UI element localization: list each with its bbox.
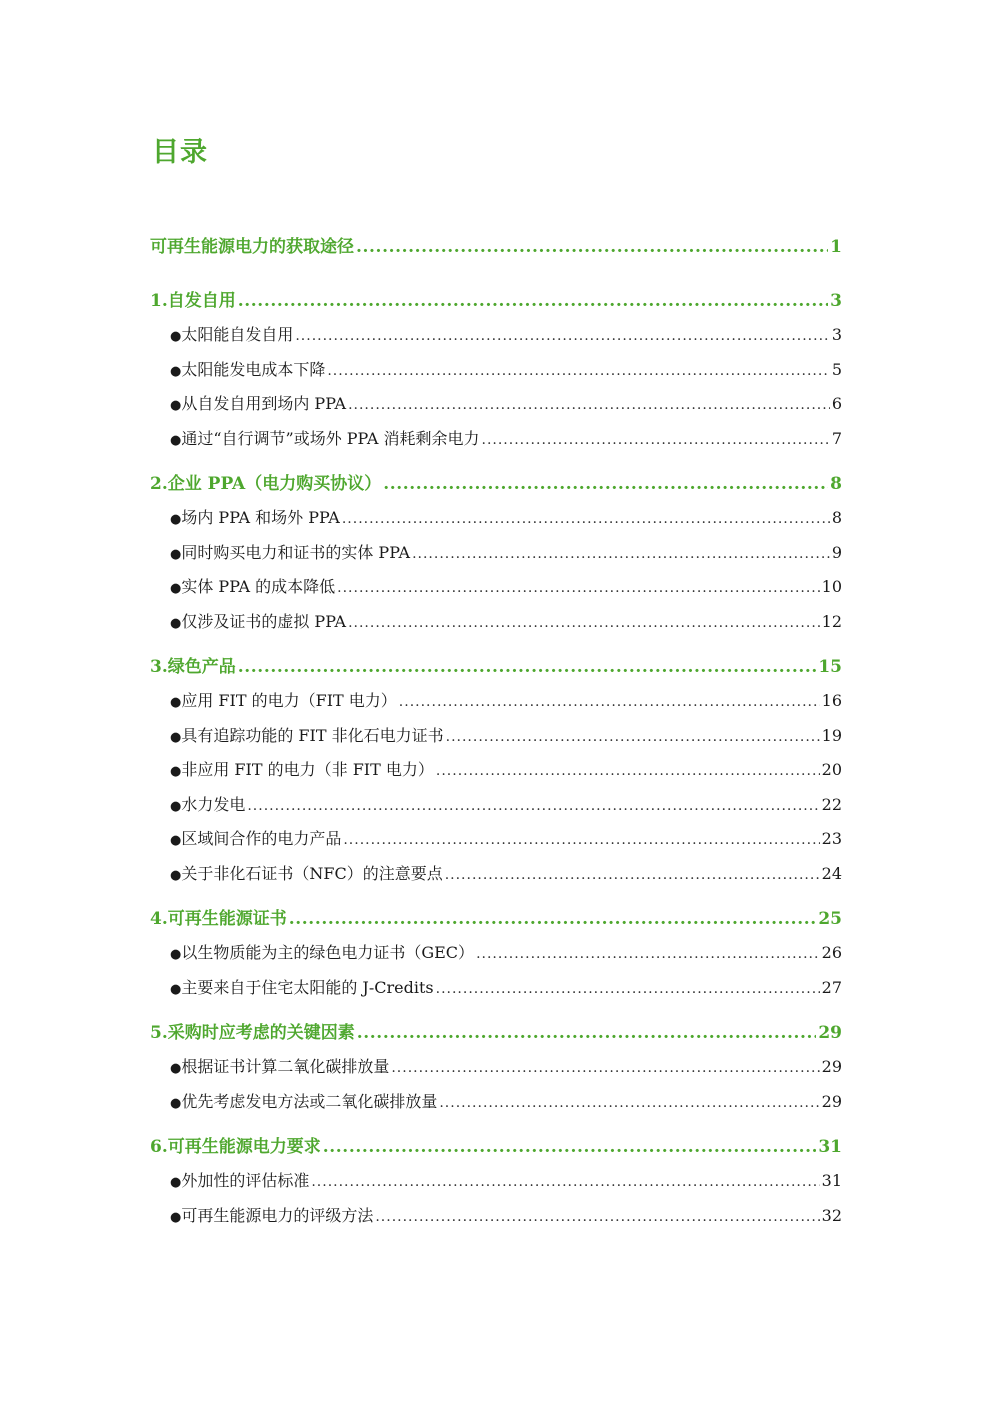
toc-item[interactable]	[150, 1164, 842, 1199]
toc-page-number: 8	[831, 508, 842, 527]
toc-item[interactable]	[150, 719, 842, 754]
toc-page-number: 23	[821, 829, 842, 848]
bullet-icon: ●	[170, 1209, 182, 1225]
toc-entry-label: 可再生能源电力的获取途径	[150, 237, 354, 257]
toc-page-number: 26	[821, 943, 842, 962]
leader-dots	[357, 1016, 817, 1050]
table-of-contents	[150, 230, 842, 1233]
section-number: 1.	[150, 291, 168, 311]
leader-dots	[327, 353, 829, 389]
toc-item[interactable]	[150, 1199, 842, 1234]
toc-page-number: 8	[830, 474, 842, 494]
toc-heading[interactable]	[150, 467, 842, 501]
bullet-icon: ●	[170, 867, 182, 883]
leader-dots	[399, 684, 820, 720]
leader-dots	[323, 1130, 817, 1164]
leader-dots	[247, 788, 819, 824]
toc-entry-label: 以生物质能为主的绿色电力证书（GEC）	[181, 943, 475, 962]
toc-entry-label: 企业 PPA（电力购买协议）	[167, 474, 382, 494]
toc-page-number: 12	[821, 611, 842, 631]
toc-item[interactable]	[150, 605, 842, 640]
toc-page-number: 10	[821, 577, 842, 596]
toc-entry-label: 场内 PPA 和场外 PPA	[181, 508, 340, 527]
toc-item[interactable]	[150, 753, 842, 788]
toc-page-number: 24	[821, 863, 842, 883]
toc-page-number: 31	[818, 1137, 842, 1157]
section-number: 6.	[150, 1137, 168, 1157]
leader-dots	[445, 857, 820, 893]
bullet-icon: ●	[170, 947, 182, 962]
toc-item[interactable]	[150, 422, 842, 457]
toc-entry-label: 同时购买电力和证书的实体 PPA	[181, 542, 411, 562]
toc-entry-label: 外加性的评估标准	[181, 1171, 310, 1190]
bullet-icon: ●	[170, 546, 182, 562]
toc-heading[interactable]	[150, 1016, 842, 1050]
bullet-icon: ●	[170, 512, 182, 527]
bullet-icon: ●	[170, 329, 182, 344]
toc-entry-label: 关于非化石证书（NFC）的注意要点	[181, 863, 443, 883]
leader-dots	[238, 284, 828, 318]
leader-dots	[412, 536, 830, 572]
toc-entry-label: 绿色产品	[167, 657, 236, 677]
toc-entry-label: 可再生能源电力的评级方法	[181, 1205, 374, 1225]
toc-entry-label: 通过“自行调节”或场外 PPA 消耗剩余电力	[181, 428, 480, 448]
leader-dots	[343, 822, 819, 858]
bullet-icon: ●	[170, 695, 182, 710]
toc-item[interactable]	[150, 971, 842, 1006]
toc-entry-label: 主要来自于住宅太阳能的 J-Credits	[181, 977, 434, 997]
leader-dots	[342, 501, 830, 537]
toc-entry-label: 区域间合作的电力产品	[181, 829, 342, 848]
toc-entry-label: 仅涉及证书的虚拟 PPA	[181, 611, 347, 631]
section-number: 5.	[150, 1023, 168, 1043]
leader-dots	[356, 230, 828, 264]
leader-dots	[482, 422, 830, 458]
toc-heading[interactable]	[150, 1130, 842, 1164]
toc-page-number: 15	[818, 657, 842, 677]
bullet-icon: ●	[170, 432, 182, 448]
toc-item[interactable]	[150, 536, 842, 571]
leader-dots	[238, 650, 817, 684]
toc-page-number: 31	[821, 1171, 842, 1190]
toc-item[interactable]	[150, 788, 842, 823]
toc-entry-label: 根据证书计算二氧化碳排放量	[181, 1057, 390, 1076]
toc-entry-label: 优先考虑发电方法或二氧化碳排放量	[181, 1091, 438, 1111]
toc-page-number: 29	[818, 1023, 842, 1043]
toc-item[interactable]	[150, 387, 842, 422]
toc-page-number: 16	[821, 691, 842, 710]
bullet-icon: ●	[170, 1095, 182, 1111]
section-number: 4.	[150, 909, 168, 929]
toc-page-number: 9	[831, 542, 842, 562]
leader-dots	[337, 570, 820, 606]
toc-page-number: 29	[821, 1057, 842, 1076]
page-title: 目录	[152, 137, 208, 168]
toc-item[interactable]	[150, 353, 842, 388]
leader-dots	[295, 318, 829, 354]
toc-item[interactable]	[150, 501, 842, 536]
toc-entry-label: 太阳能自发自用	[181, 325, 294, 344]
toc-item[interactable]	[150, 936, 842, 971]
leader-dots	[436, 971, 820, 1007]
toc-heading[interactable]	[150, 284, 842, 318]
toc-page-number: 27	[821, 977, 842, 997]
toc-page-number: 1	[830, 237, 842, 257]
toc-item[interactable]	[150, 822, 842, 857]
toc-section-1	[150, 284, 842, 456]
toc-heading[interactable]	[150, 902, 842, 936]
toc-entry-label: 应用 FIT 的电力（FIT 电力）	[181, 691, 397, 710]
leader-dots	[476, 936, 820, 972]
bullet-icon: ●	[170, 581, 182, 596]
toc-item[interactable]	[150, 570, 842, 605]
leader-dots	[375, 1199, 819, 1235]
toc-section-3	[150, 650, 842, 891]
leader-dots	[311, 1164, 819, 1200]
toc-entry-label: 自发自用	[167, 291, 236, 311]
section-number: 2.	[150, 474, 168, 494]
toc-entry-label: 水力发电	[181, 794, 246, 814]
bullet-icon: ●	[170, 981, 182, 997]
bullet-icon: ●	[170, 798, 182, 814]
toc-section-6	[150, 1130, 842, 1233]
section-number: 3.	[150, 657, 168, 677]
leader-dots	[391, 1050, 819, 1086]
bullet-icon: ●	[170, 1175, 182, 1190]
toc-entry-label: 具有追踪功能的 FIT 非化石电力证书	[181, 725, 444, 745]
toc-entry-intro[interactable]	[150, 230, 842, 264]
bullet-icon: ●	[170, 398, 182, 413]
toc-page-number: 6	[831, 394, 842, 413]
toc-page-number: 19	[821, 725, 842, 745]
toc-section-2	[150, 467, 842, 639]
toc-entry-label: 非应用 FIT 的电力（非 FIT 电力）	[181, 760, 434, 779]
leader-dots	[383, 467, 828, 501]
toc-section-4	[150, 902, 842, 1005]
toc-page-number: 3	[831, 325, 842, 344]
toc-heading[interactable]	[150, 650, 842, 684]
toc-page-number: 7	[831, 428, 842, 448]
toc-item[interactable]	[150, 1085, 842, 1120]
toc-entry-label: 可再生能源电力要求	[167, 1137, 321, 1157]
bullet-icon: ●	[170, 764, 182, 779]
bullet-icon: ●	[170, 833, 182, 848]
bullet-icon: ●	[170, 1061, 182, 1076]
toc-page-number: 25	[818, 909, 842, 929]
bullet-icon: ●	[170, 729, 182, 745]
toc-entry-label: 可再生能源证书	[167, 909, 287, 929]
toc-item[interactable]	[150, 857, 842, 892]
toc-page-number: 20	[821, 760, 842, 779]
toc-page-number: 32	[821, 1205, 842, 1225]
toc-entry-label: 太阳能发电成本下降	[181, 359, 326, 379]
leader-dots	[436, 753, 820, 789]
toc-item[interactable]	[150, 684, 842, 719]
toc-entry-label: 采购时应考虑的关键因素	[167, 1023, 355, 1043]
bullet-icon: ●	[170, 615, 182, 631]
leader-dots	[348, 605, 820, 641]
toc-item[interactable]	[150, 1050, 842, 1085]
toc-page-number: 22	[821, 794, 842, 814]
toc-section-5	[150, 1016, 842, 1119]
toc-item[interactable]	[150, 318, 842, 353]
leader-dots	[348, 387, 830, 423]
leader-dots	[446, 719, 820, 755]
toc-entry-label: 从自发自用到场内 PPA	[181, 394, 347, 413]
toc-page-number: 29	[821, 1091, 842, 1111]
toc-entry-label: 实体 PPA 的成本降低	[181, 577, 336, 596]
toc-page-number: 3	[830, 291, 842, 311]
bullet-icon: ●	[170, 363, 182, 379]
toc-page-number: 5	[831, 359, 842, 379]
leader-dots	[439, 1085, 819, 1121]
leader-dots	[289, 902, 817, 936]
